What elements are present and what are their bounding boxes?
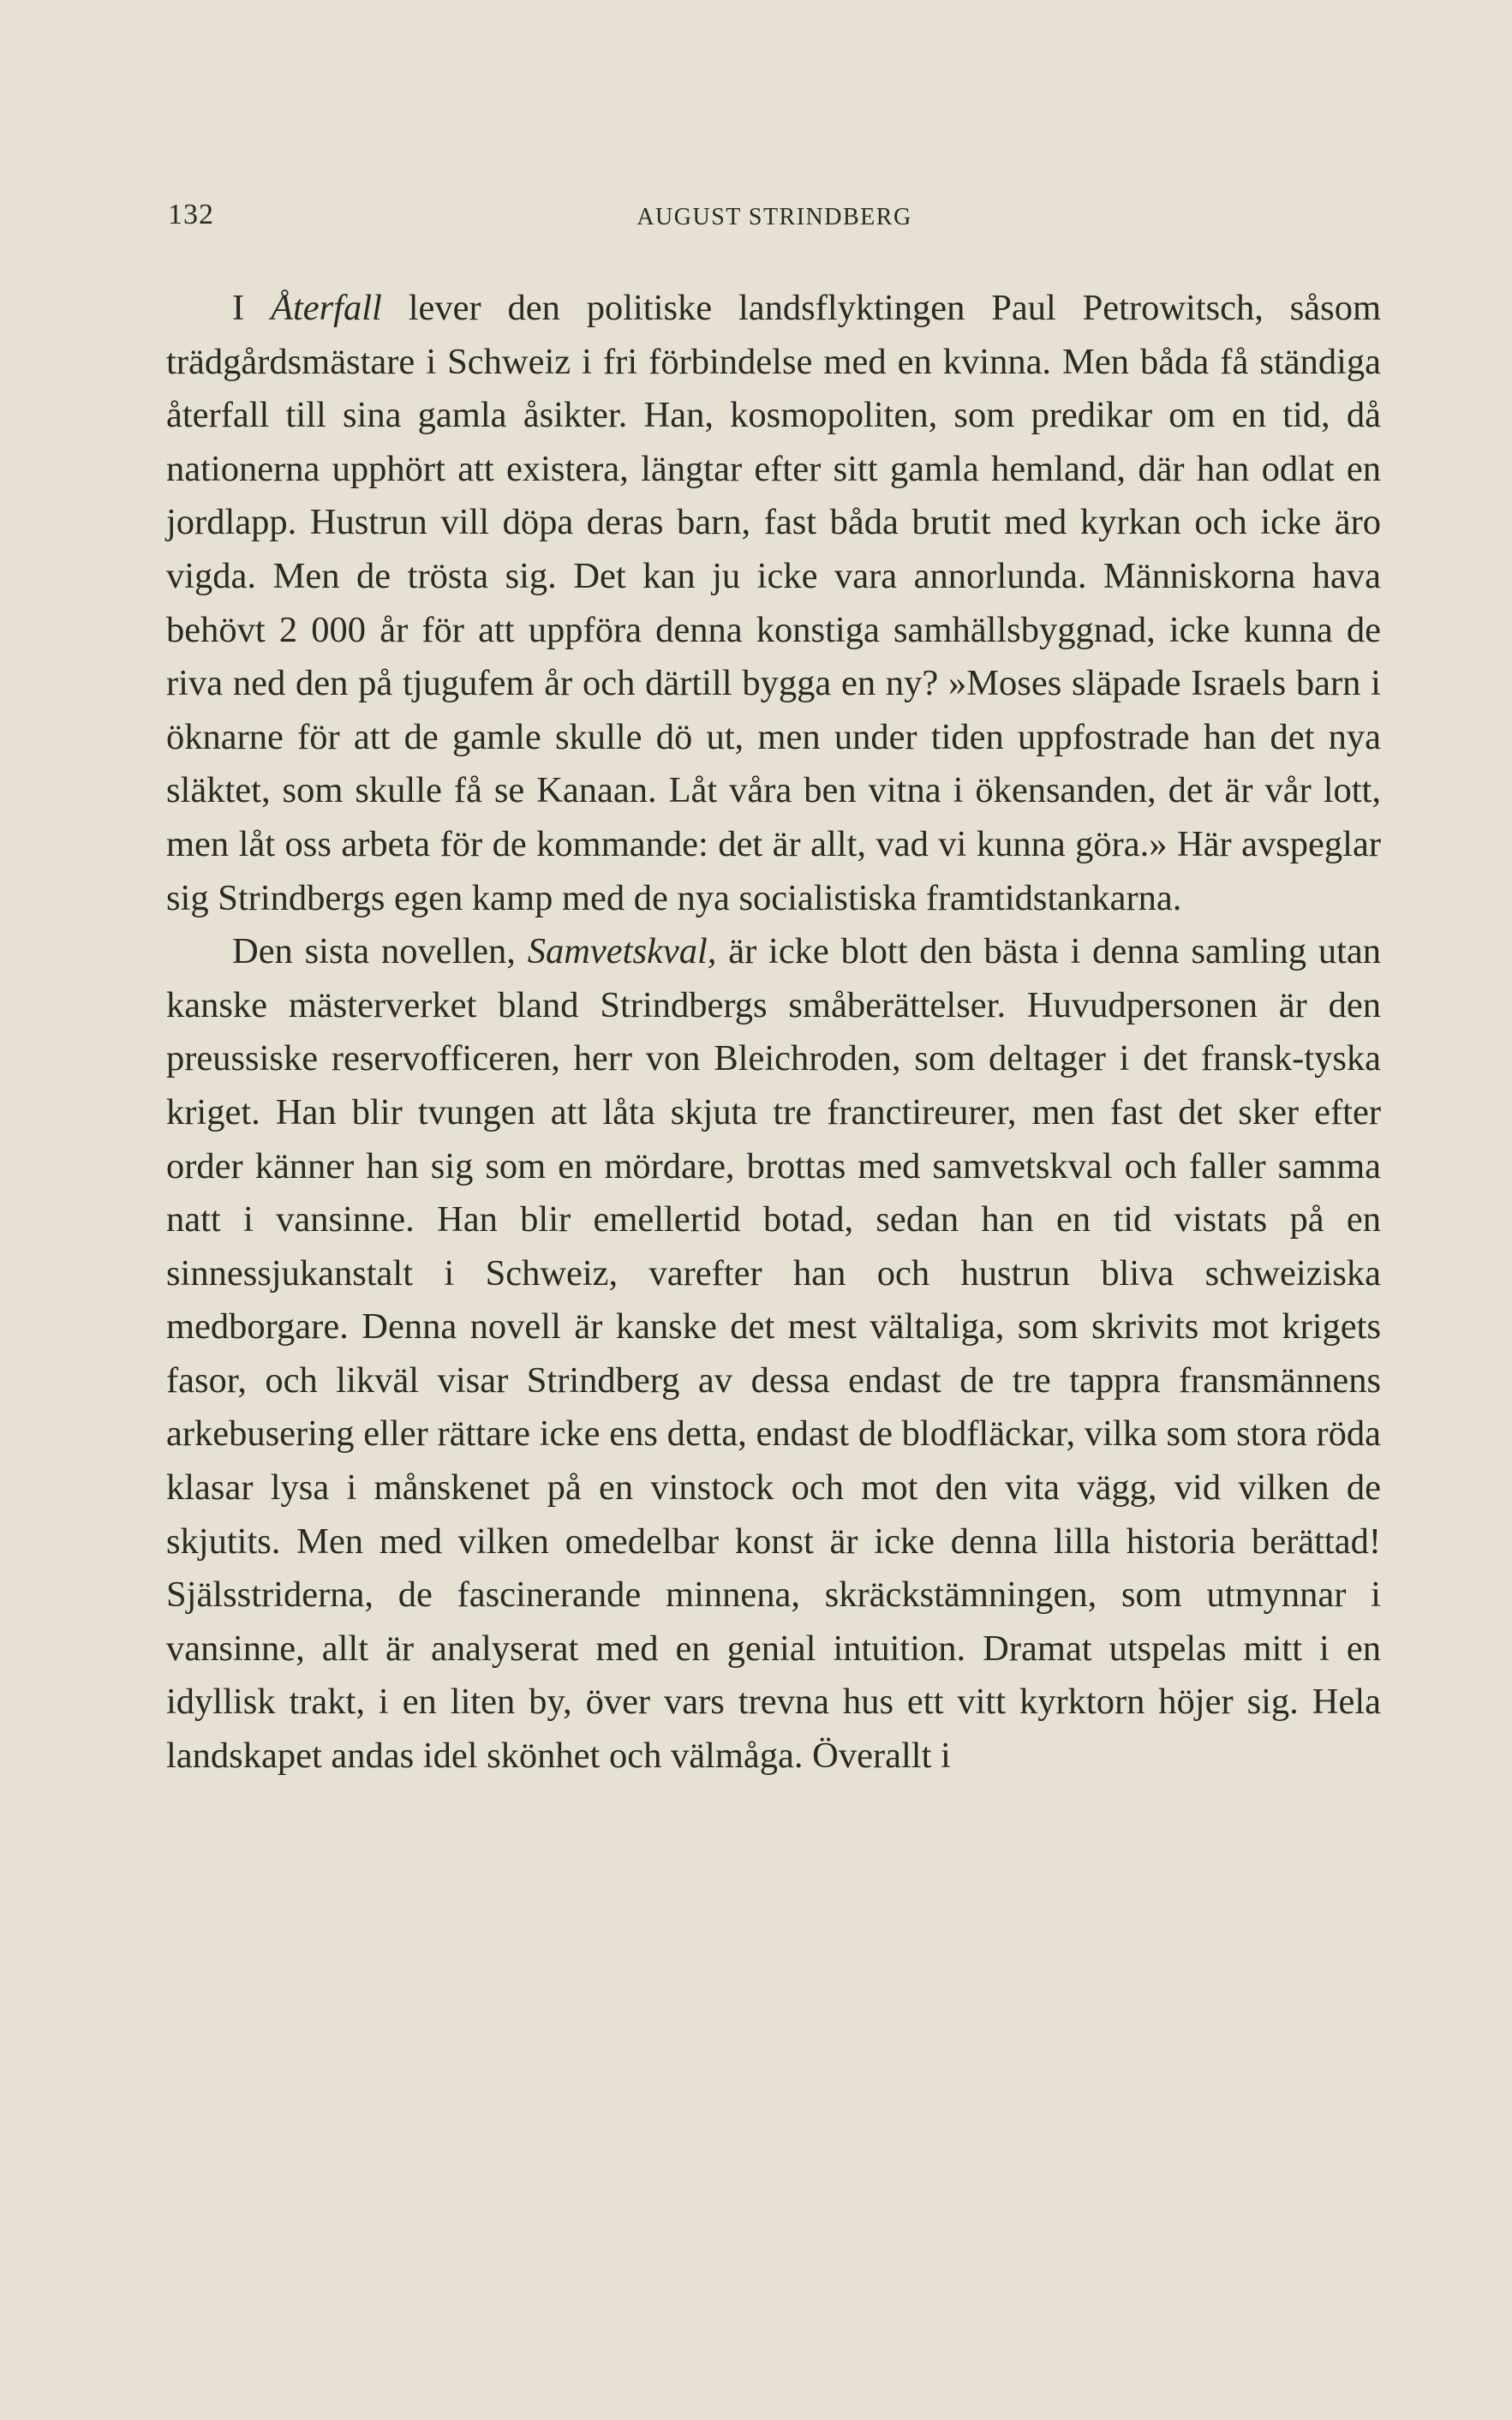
running-head: AUGUST STRINDBERG [636, 204, 912, 230]
work-title-aterfall: Återfall [271, 288, 382, 328]
paragraph-text: lever den politiske landsflyktingen Paul Petrowitsch, såsom trädgårdsmästare i Schweiz i fri förbindelse med en kvinna. Men båda få ständiga återfall till sina gamla åsikter. Han, kosmopoliten, som predikar om en tid, då nationerna upphört att existera, längtar efter sitt gamla hemland, där han odlat en jordlapp. Hustrun vill döpa deras barn, fast båda brutit med kyrkan och icke äro vigda. Men de trösta sig. Det kan ju icke vara annorlunda. Människorna hava behövt 2 000 år för att uppföra denna konstiga samhällsbyggnad, icke kunna de riva ned den på tjugufem år och därtill bygga en ny? »Moses släpade Israels barn i öknarne för att de gamle skulle dö ut, men under tiden uppfostrade han det nya släktet, som skulle få se Kanaan. Låt våra ben vitna i ökensanden, det är vår lott, men låt oss arbeta för de kommande: det är allt, vad vi kunna göra.» Här avspeglar sig Strindbergs egen kamp med de nya socialistiska framtidstankarna. [166, 288, 1381, 918]
paragraph-samvetskval [166, 925, 1381, 1784]
paragraph-text: I [232, 288, 272, 328]
page-number: 132 [168, 199, 214, 230]
paragraph-text: Den sista novellen, [232, 931, 528, 972]
paragraph-aterfall [166, 282, 1381, 925]
body-text [166, 282, 1381, 1784]
page-header [168, 199, 1381, 240]
work-title-samvetskval: Samvetskval, [527, 931, 717, 972]
paragraph-text: är icke blott den bästa i denna samling utan kanske mästerverket bland Strindbergs småberättelser. Huvudpersonen är den preussiske reservofficeren, herr von Bleichroden, som deltager i det fransk-tyska kriget. Han blir tvungen att låta skjuta tre franctireurer, men fast det sker efter order känner han sig som en mördare, brottas med samvetskval och faller samma natt i vansinne. Han blir emellertid botad, sedan han en tid vistats på en sinnessjukanstalt i Schweiz, varefter han och hustrun bliva schweiziska medborgare. Denna novell är kanske det mest vältaliga, som skrivits mot krigets fasor, och likväl visar Strindberg av dessa endast de tre tappra fransmännens arkebusering eller rättare icke ens detta, endast de blodfläckar, vilka som stora röda klasar lysa i månskenet på en vinstock och mot den vita vägg, vid vilken de skjutits. Men med vilken omedelbar konst är icke denna lilla historia berättad! Själsstriderna, de fascinerande minnena, skräckstämningen, som utmynnar i vansinne, allt är analyserat med en genial intuition. Dramat utspelas mitt i en idyllisk trakt, i en liten by, över vars trevna hus ett vitt kyrktorn höjer sig. Hela landskapet andas idel skönhet och välmåga. Överallt i [166, 931, 1381, 1777]
